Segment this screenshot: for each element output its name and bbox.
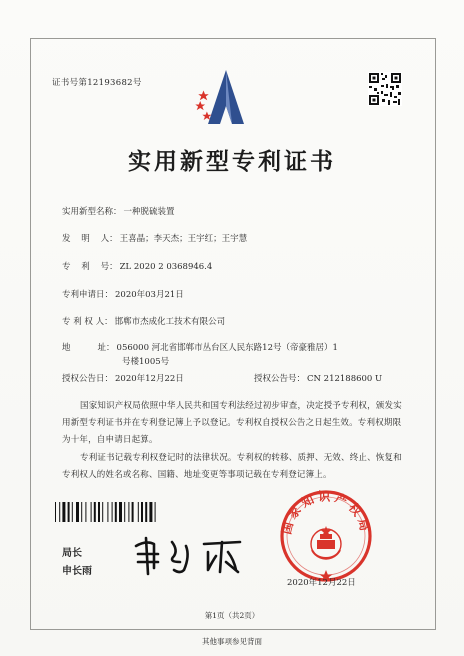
address-continuation-row — [120, 355, 169, 367]
utility-model-name-label: 实用新型名称： — [62, 207, 122, 217]
filing-date-value: 2020年03月21日 — [115, 290, 184, 300]
barcode-bar — [62, 502, 65, 522]
barcode-bar — [107, 502, 108, 522]
barcode-bar — [91, 502, 92, 522]
announcement-number-value: CN 212188600 U — [307, 374, 383, 384]
filing-date-row — [62, 288, 184, 300]
barcode-bar — [112, 502, 113, 522]
barcode-bar — [138, 502, 139, 522]
utility-model-name-row — [62, 205, 175, 217]
barcode-bar — [55, 502, 56, 522]
patentee-label: 专 利 权 人： — [62, 317, 113, 327]
patentee-row — [62, 315, 225, 327]
address-label: 地 址： — [62, 343, 115, 353]
barcode-bar — [141, 502, 143, 522]
barcode-bar — [119, 502, 122, 522]
grant-date-row — [62, 372, 184, 384]
footnote: 其他事项参见背面 — [202, 637, 262, 646]
barcode-bar — [115, 502, 117, 522]
utility-model-name-value: 一种脱硫装置 — [123, 207, 175, 217]
address-line-1: 056000 河北省邯郸市丛台区人民东路12号（帝豪雅居）1 — [116, 343, 338, 353]
page-indicator: 第1页（共2页） — [204, 611, 260, 620]
barcode-bar — [128, 502, 129, 522]
barcode-icon — [54, 501, 188, 523]
announcement-number-row — [254, 372, 382, 384]
address-row — [62, 341, 338, 353]
director-signature-icon — [128, 532, 248, 578]
patent-number-value: ZL 2020 2 0368946.4 — [119, 262, 213, 272]
inventor-value: 王喜晶；李天杰；王宇红；王宇慧 — [119, 234, 248, 244]
svg-text:国家知识产权局: 国家知识产权局 — [279, 489, 373, 536]
inventor-row — [62, 232, 247, 244]
barcode-bar — [155, 502, 156, 522]
certificate-title: 实用新型专利证书 — [128, 148, 336, 175]
barcode-bar — [94, 502, 96, 522]
qr-code-icon — [368, 72, 402, 106]
barcode-bar — [59, 502, 60, 522]
barcode-bar — [98, 502, 100, 522]
barcode-bar — [102, 502, 103, 522]
cnipa-emblem-icon — [194, 66, 258, 130]
patentee-value: 邯郸市杰成化工技术有限公司 — [114, 317, 226, 327]
director-title: 局长 — [62, 548, 82, 559]
issue-date: 2020年12月22日 — [287, 578, 356, 588]
barcode-bar — [145, 502, 147, 522]
barcode-bar — [68, 502, 70, 522]
barcode-bar — [149, 502, 152, 522]
barcode-bar — [132, 502, 134, 522]
grant-statement-paragraph: 国家知识产权局依照中华人民共和国专利法经过初步审查，决定授予专利权，颁发实用新型专利证书并在专利登记簿上予以登记。专利权自授权公告之日起生效。专利权期限为十年，自申请日起算。 — [62, 401, 402, 445]
patent-number-row — [62, 260, 212, 272]
address-line-2: 号楼1005号 — [122, 357, 170, 367]
announcement-number-label: 授权公告号： — [254, 374, 306, 384]
barcode-bar — [72, 502, 73, 522]
barcode-bar — [124, 502, 125, 522]
certificate-number: 证书号第12193682号 — [52, 78, 142, 88]
legal-status-paragraph: 专利证书记载专利权登记时的法律状况。专利权的转移、质押、无效、终止、恢复和专利权人的姓名或名称、国籍、地址变更等事项记载在专利登记簿上。 — [62, 453, 402, 480]
grant-date-label: 授权公告日： — [62, 374, 114, 384]
grant-date-value: 2020年12月22日 — [115, 374, 184, 384]
director-name: 申长雨 — [62, 566, 92, 577]
barcode-bar — [85, 502, 86, 522]
barcode-bar — [81, 502, 82, 522]
inventor-label: 发 明 人： — [62, 234, 118, 244]
official-seal-icon — [278, 488, 374, 584]
patent-number-label: 专 利 号： — [62, 262, 118, 272]
barcode-bar — [76, 502, 79, 522]
filing-date-label: 专利申请日： — [62, 290, 114, 300]
